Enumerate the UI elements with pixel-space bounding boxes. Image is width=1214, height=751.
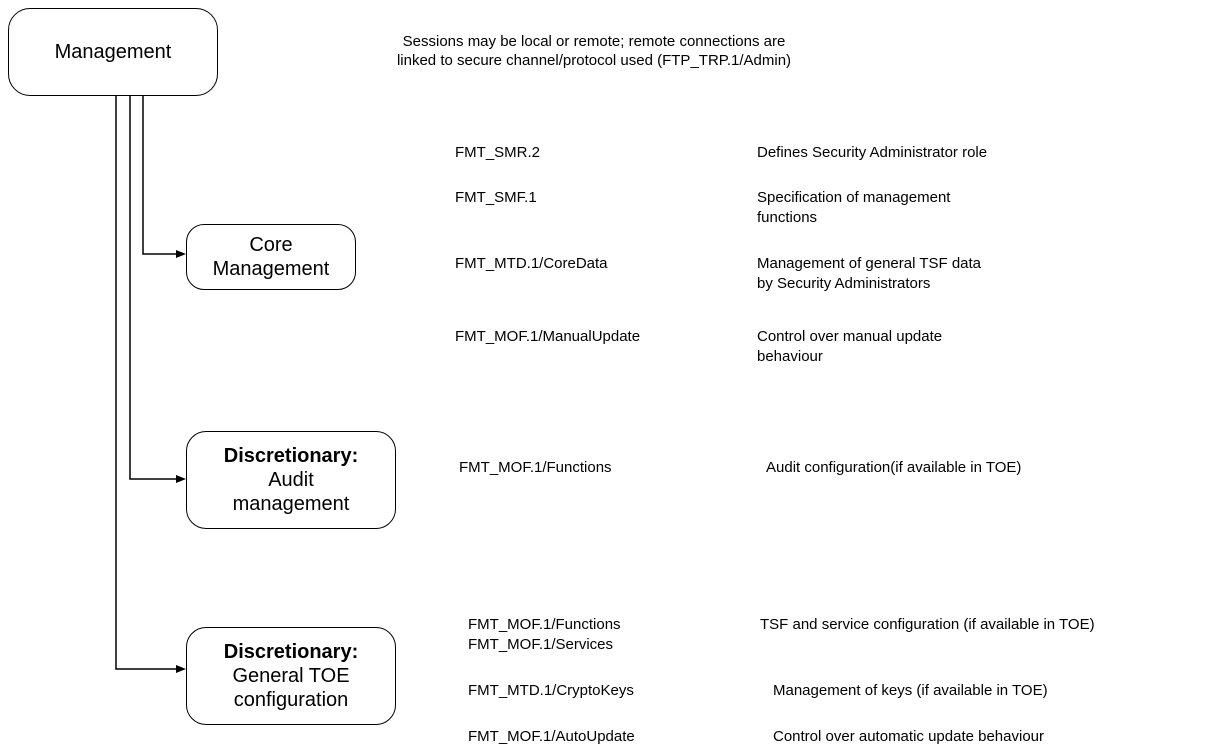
core-desc-smf1-line-2: functions [757,209,818,226]
general-toe-config-box [186,627,396,725]
audit-discretionary-label: Discretionary: [223,445,359,467]
core-code-smr2: FMT_SMR.2 [455,144,541,161]
general-desc-tsf-service: TSF and service configuration (if available in TOE) [760,616,1095,633]
audit-desc-configuration: Audit configuration(if available in TOE) [766,459,1022,476]
audit-management-box [186,431,396,529]
core-desc-mof1-manual-line-2: behaviour [757,348,823,365]
core-desc-mof1-manual-line-1: Control over manual update [757,328,943,345]
audit-line-2: management [232,493,350,515]
core-desc-mtd1-line-2: by Security Administrators [757,275,931,292]
core-management-line-1: Core [249,234,293,256]
session-note-line-2: linked to secure channel/protocol used (FTP_TRP.1/Admin) [396,52,792,69]
connector-audit [130,96,176,479]
arrowhead-audit [176,475,186,483]
management-root-box [8,8,218,96]
general-line-1: General TOE [232,665,350,687]
management-root-label: Management [54,41,172,63]
general-discretionary-label: Discretionary: [223,641,359,663]
core-desc-smf1-line-1: Specification of management [757,189,951,206]
general-desc-keys: Management of keys (if available in TOE) [773,682,1048,699]
session-note-line-1: Sessions may be local or remote; remote connections are [402,33,786,50]
general-code-mof1-autoupdate: FMT_MOF.1/AutoUpdate [468,728,635,745]
core-desc-smr2: Defines Security Administrator role [757,144,988,161]
session-note [340,32,848,70]
general-desc-autoupdate: Control over automatic update behaviour [773,728,1044,745]
audit-code-mof1-functions: FMT_MOF.1/Functions [459,459,612,476]
core-code-mtd1-coredata: FMT_MTD.1/CoreData [455,255,608,272]
core-management-line-2: Management [212,258,330,280]
core-code-smf1: FMT_SMF.1 [455,189,537,206]
arrowhead-general [176,665,186,673]
general-code-mtd1-cryptokeys: FMT_MTD.1/CryptoKeys [468,682,634,699]
general-code-mof1-services: FMT_MOF.1/Services [468,636,614,653]
general-line-2: configuration [233,689,349,711]
connector-general [116,96,176,669]
audit-line-1: Audit [268,469,314,491]
arrowhead-core [176,250,186,258]
core-management-box [186,224,356,290]
core-desc-mtd1-line-1: Management of general TSF data [757,255,982,272]
core-code-mof1-manualupdate: FMT_MOF.1/ManualUpdate [455,328,641,345]
connector-core [143,96,176,254]
general-code-mof1-functions: FMT_MOF.1/Functions [468,616,621,633]
